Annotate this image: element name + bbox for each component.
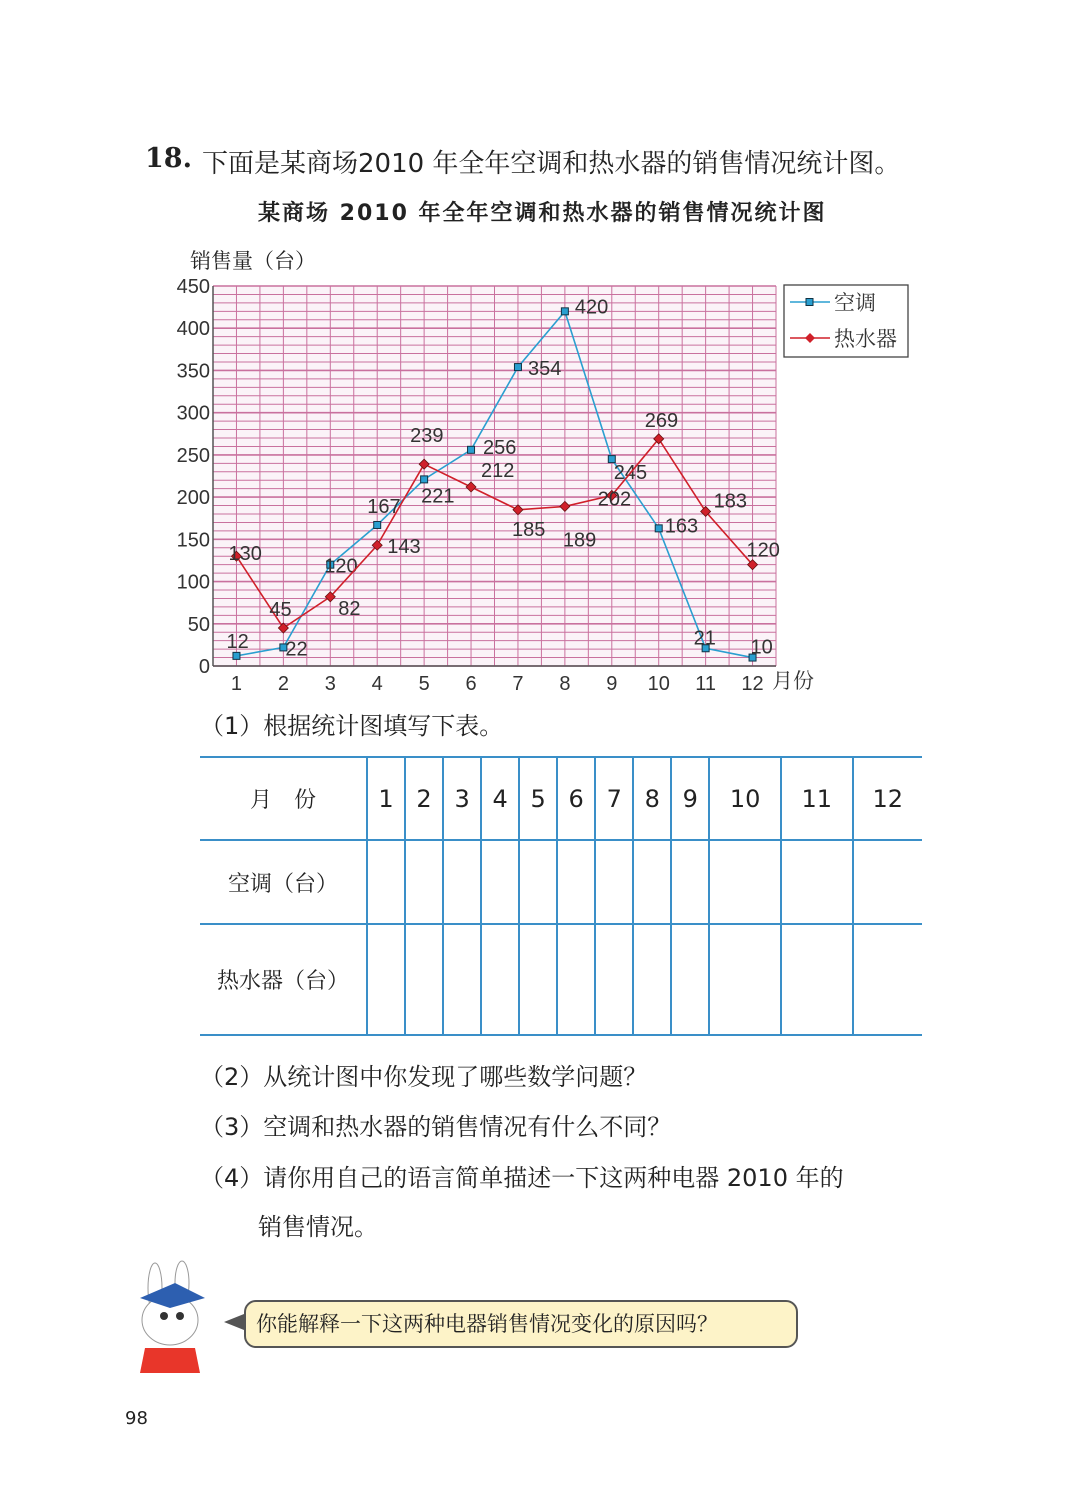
x-tick-label: 7	[512, 673, 524, 695]
legend-label: 热水器	[834, 328, 897, 351]
input-cell[interactable]	[519, 924, 557, 1035]
input-cell[interactable]	[405, 840, 443, 924]
data-point	[374, 521, 381, 528]
data-label: 202	[597, 488, 632, 511]
x-tick-label: 4	[371, 673, 383, 695]
x-tick-label: 6	[465, 673, 477, 695]
y-tick-label: 150	[176, 529, 210, 552]
data-point	[421, 476, 428, 483]
month-header: 2	[405, 757, 443, 840]
data-label: 245	[613, 462, 648, 485]
input-cell[interactable]	[481, 924, 519, 1035]
month-header: 10	[709, 757, 781, 840]
data-label: 212	[481, 459, 515, 482]
speech-bubble: 你能解释一下这两种电器销售情况变化的原因吗？	[244, 1300, 798, 1348]
part4-text-cont: 销售情况。	[258, 1213, 378, 1241]
data-label: 183	[713, 490, 747, 513]
bubble-tail	[224, 1314, 244, 1330]
table-row	[200, 924, 922, 1035]
input-cell[interactable]	[481, 840, 519, 924]
input-cell[interactable]	[557, 924, 595, 1035]
y-tick-label: 50	[187, 613, 210, 636]
data-label: 239	[410, 425, 444, 448]
month-header: 12	[853, 757, 922, 840]
data-point	[468, 446, 475, 453]
x-tick-label: 12	[741, 673, 764, 695]
x-tick-label: 10	[647, 673, 670, 695]
page-number: 98	[125, 1408, 148, 1429]
table-row	[200, 840, 922, 924]
data-label: 269	[644, 409, 679, 432]
data-label: 45	[269, 599, 292, 621]
input-cell[interactable]	[781, 840, 853, 924]
input-cell[interactable]	[853, 924, 922, 1035]
part4-text: （4）请你用自己的语言简单描述一下这两种电器 2010 年的	[200, 1164, 844, 1192]
data-label: 185	[511, 518, 546, 541]
y-tick-label: 0	[198, 656, 210, 678]
input-cell[interactable]	[671, 924, 709, 1035]
month-header: 8	[633, 757, 671, 840]
y-tick-label: 450	[176, 276, 210, 298]
month-header: 4	[481, 757, 519, 840]
data-point	[561, 308, 568, 315]
data-label: 120	[746, 539, 780, 562]
input-cell[interactable]	[633, 924, 671, 1035]
data-label: 354	[527, 358, 562, 381]
data-label: 163	[664, 515, 699, 538]
data-label: 82	[338, 597, 361, 620]
legend-marker	[806, 299, 813, 306]
month-label: 月 份	[200, 757, 367, 840]
data-label: 221	[421, 485, 455, 508]
data-label: 10	[750, 636, 773, 659]
x-tick-label: 11	[695, 673, 717, 695]
x-tick-label: 3	[324, 673, 336, 695]
row-label: 空调（台）	[200, 840, 367, 924]
part3-text: （3）空调和热水器的销售情况有什么不同？	[200, 1113, 672, 1141]
part1-text: （1）根据统计图填写下表。	[200, 712, 504, 740]
question-number: 18.	[145, 143, 192, 174]
line-chart	[0, 0, 1083, 720]
table-header-row	[200, 757, 922, 840]
input-cell[interactable]	[405, 924, 443, 1035]
month-header: 7	[595, 757, 633, 840]
data-point	[514, 364, 521, 371]
x-tick-label: 8	[559, 673, 571, 695]
data-label: 22	[285, 638, 308, 661]
data-label: 167	[367, 495, 401, 518]
y-axis-label: 销售量（台）	[190, 249, 316, 273]
input-cell[interactable]	[709, 840, 781, 924]
data-label: 143	[387, 536, 421, 559]
input-cell[interactable]	[853, 840, 922, 924]
data-label: 21	[693, 627, 716, 650]
y-tick-label: 400	[176, 318, 210, 341]
data-point	[655, 525, 662, 532]
x-tick-label: 1	[230, 673, 243, 695]
input-cell[interactable]	[595, 840, 633, 924]
y-tick-label: 250	[176, 444, 210, 467]
part2-text: （2）从统计图中你发现了哪些数学问题？	[200, 1063, 648, 1091]
data-label: 420	[574, 296, 609, 319]
input-cell[interactable]	[443, 924, 481, 1035]
input-cell[interactable]	[443, 840, 481, 924]
data-label: 189	[562, 529, 597, 552]
y-tick-label: 100	[176, 571, 210, 594]
input-cell[interactable]	[367, 840, 405, 924]
input-cell[interactable]	[367, 924, 405, 1035]
data-label: 256	[483, 436, 517, 459]
x-tick-label: 2	[277, 673, 289, 695]
row-label: 热水器（台）	[200, 924, 367, 1035]
chart-title: 某商场 2010 年全年空调和热水器的销售情况统计图	[258, 201, 827, 226]
month-header: 3	[443, 757, 481, 840]
month-header: 9	[671, 757, 709, 840]
input-cell[interactable]	[781, 924, 853, 1035]
y-tick-label: 300	[176, 402, 210, 425]
input-cell[interactable]	[671, 840, 709, 924]
x-axis-label: 月份	[772, 670, 814, 693]
rabbit-mascot-icon	[130, 1258, 220, 1383]
question-text: 下面是某商场2010 年全年空调和热水器的销售情况统计图。	[202, 149, 901, 179]
input-cell[interactable]	[595, 924, 633, 1035]
fill-table	[200, 756, 922, 1036]
input-cell[interactable]	[709, 924, 781, 1035]
data-label: 12	[226, 630, 249, 653]
data-label: 130	[228, 543, 262, 566]
input-cell[interactable]	[633, 840, 671, 924]
data-label: 120	[324, 555, 358, 578]
input-cell[interactable]	[557, 840, 595, 924]
month-header: 6	[557, 757, 595, 840]
x-tick-label: 9	[606, 673, 618, 695]
month-header: 1	[367, 757, 405, 840]
x-tick-label: 5	[418, 673, 430, 695]
data-point	[233, 652, 240, 659]
y-tick-label: 350	[176, 360, 210, 383]
y-tick-label: 200	[176, 487, 210, 510]
legend-label: 空调	[834, 292, 876, 315]
input-cell[interactable]	[519, 840, 557, 924]
month-header: 5	[519, 757, 557, 840]
month-header: 11	[781, 757, 853, 840]
